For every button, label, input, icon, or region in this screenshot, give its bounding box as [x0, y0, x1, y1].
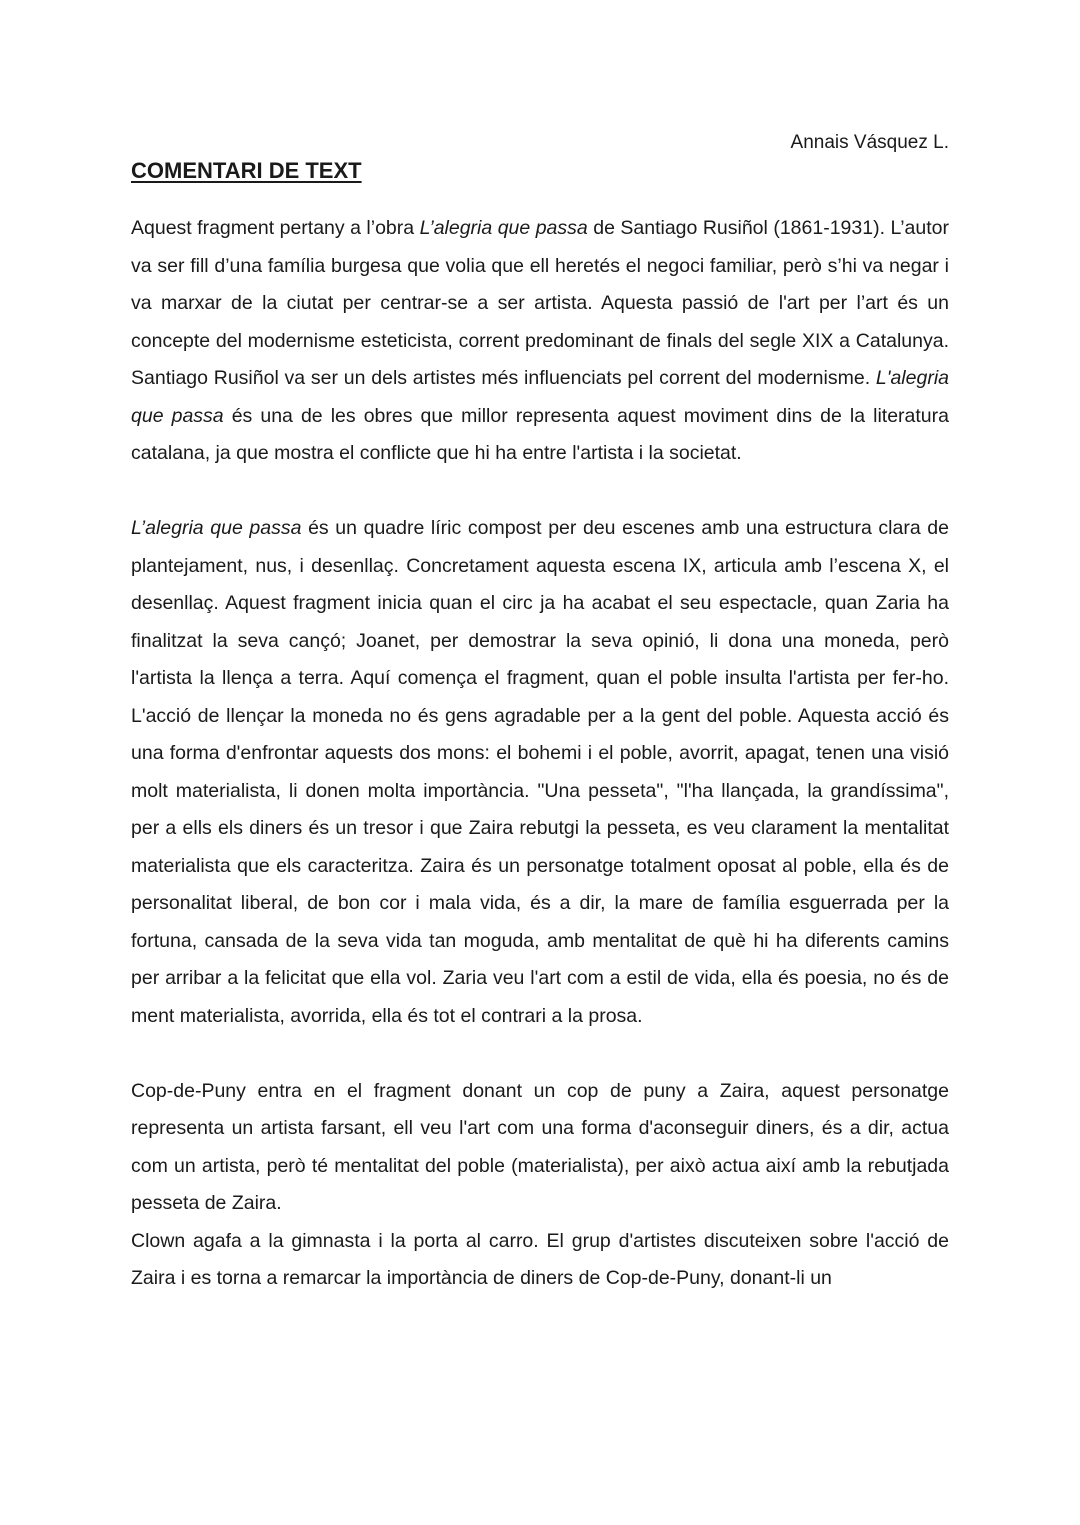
text-run-italic: L’alegria que passa [131, 517, 302, 539]
paragraph-3 [131, 1073, 949, 1223]
text-run: de Santiago Rusiñol (1861-1931). L’autor va ser fill d’una família burgesa que volia que ell heretés el negoci familiar, però s’hi va negar i va marxar de la ciutat per centrar-se a ser artista. Aquesta passió de l'art per l’art és un concepte del modernisme esteticista, corrent predominant de finals del segle XIX a Catalunya. Santiago Rusiñol va ser un dels artistes més influenciats pel corrent del modernisme. [131, 217, 950, 389]
author-name: Annais Vásquez L. [790, 132, 949, 153]
text-run-italic: L'alegria que passa [131, 367, 949, 427]
paragraph-4 [131, 1223, 949, 1298]
text-run: és una de les obres que millor representa aquest moviment dins de la literatura catalana, ja que mostra el conflicte que hi ha entre l'artista i la societat. [131, 404, 949, 464]
page-title: COMENTARI DE TEXT [131, 158, 362, 183]
text-run: és un quadre líric compost per deu escenes amb una estructura clara de plantejament, nus, i desenllaç. Concretament aquesta escena IX, articula amb l’escena X, el desenllaç. Aquest fragment inicia quan el circ ja ha acabat el seu espectacle, quan Zaria ha finalitzat la seva cançó; Joanet, per demostrar la seva opinió, li dona una moneda, però l'artista la llença a terra. Aquí comença el fragment, quan el poble insulta l'artista per fer-ho. L'acció de llençar la moneda no és gens agradable per a la gent del poble. Aquesta acció és una forma d'enfrontar aquests dos mons: el bohemi i el poble, avorrit, apagat, tenen una visió molt materialista, li donen molta importància. "Una pesseta", "l'ha llançada, la grandíssima", per a ells els diners és un tresor i que Zaira rebutgi la pesseta, es veu clarament la mentalitat materialista que els caracteritza. Zaira és un personatge totalment oposat al poble, ella és de personalitat liberal, de bon cor i mala vida, és a dir, la mare de família esguerrada per la fortuna, cansada de la seva vida tan moguda, amb mentalitat de què hi ha diferents camins per arribar a la felicitat que ella vol. Zaria veu l'art com a estil de vida, ella és poesia, no és de ment materialista, avorrida, ella és tot el contrari a la prosa. [131, 517, 949, 1027]
text-run: Aquest fragment pertany a l’obra [131, 217, 420, 239]
text-run: Clown agafa a la gimnasta i la porta al carro. El grup d'artistes discuteixen sobre l'acció de Zaira i es torna a remarcar la importància de diners de Cop-de-Puny, donant-li un [131, 1229, 949, 1289]
text-run: Cop-de-Puny entra en el fragment donant un cop de puny a Zaira, aquest personatge representa un artista farsant, ell veu l'art com una forma d'aconseguir diners, és a dir, actua com un artista, però té mentalitat del poble (materialista), per això actua així amb la rebutjada pesseta de Zaira. [131, 1079, 949, 1214]
paragraph-2 [131, 510, 949, 1035]
paragraph-1 [131, 210, 949, 473]
document-body [131, 210, 949, 1298]
text-run-italic: L’alegria que passa [419, 217, 588, 239]
